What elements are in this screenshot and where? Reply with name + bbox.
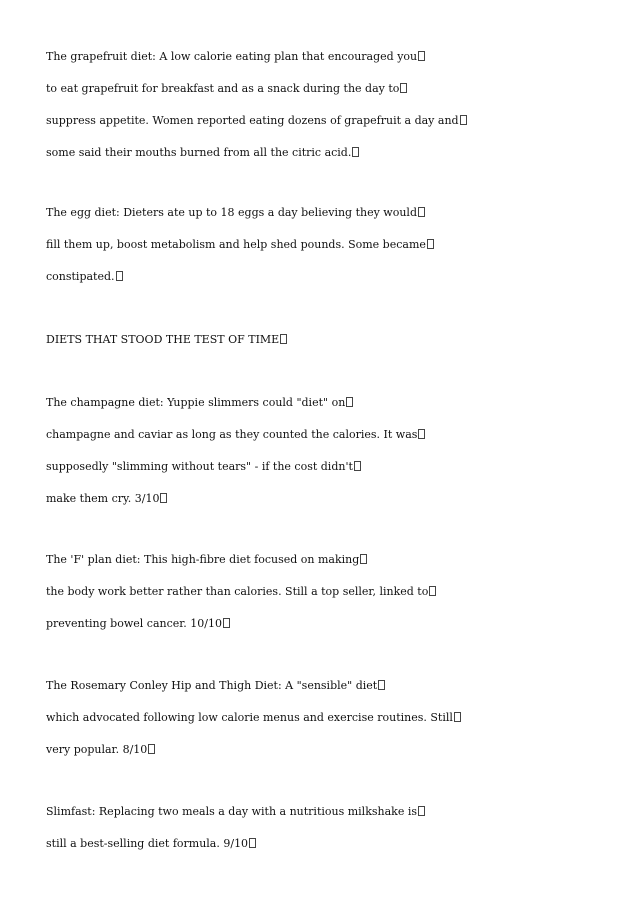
text-line: The grapefruit diet: A low calorie eating plan that encouraged you <box>46 50 425 64</box>
text-line: make them cry. 3/10 <box>46 492 167 506</box>
text-line: The egg diet: Dieters ate up to 18 eggs a day believing they would <box>46 206 425 220</box>
line-end-glyph <box>249 838 256 848</box>
line-end-glyph <box>454 712 461 722</box>
line-end-glyph <box>280 334 287 344</box>
text-line: The champagne diet: Yuppie slimmers could "diet" on <box>46 396 353 410</box>
line-end-glyph <box>360 554 367 564</box>
line-end-glyph <box>116 271 123 281</box>
line-end-glyph <box>160 493 167 503</box>
text-line: constipated. <box>46 270 123 284</box>
line-end-glyph <box>418 429 425 439</box>
line-end-glyph <box>429 586 436 596</box>
text-line: Slimfast: Replacing two meals a day with a nutritious milkshake is <box>46 805 425 819</box>
section-heading: DIETS THAT STOOD THE TEST OF TIME <box>46 333 287 347</box>
text-line: very popular. 8/10 <box>46 743 155 757</box>
text-line: to eat grapefruit for breakfast and as a snack during the day to <box>46 82 407 96</box>
line-end-glyph <box>223 618 230 628</box>
text-line: suppress appetite. Women reported eating dozens of grapefruit a day and <box>46 114 467 128</box>
line-end-glyph <box>354 461 361 471</box>
text-line: supposedly "slimming without tears" - if the cost didn't <box>46 460 361 474</box>
text-line: fill them up, boost metabolism and help shed pounds. Some became <box>46 238 434 252</box>
text-line: champagne and caviar as long as they counted the calories. It was <box>46 428 425 442</box>
text-line: The Rosemary Conley Hip and Thigh Diet: A "sensible" diet <box>46 679 385 693</box>
line-end-glyph <box>400 83 407 93</box>
line-end-glyph <box>378 680 385 690</box>
line-end-glyph <box>418 806 425 816</box>
text-line: the body work better rather than calories. Still a top seller, linked to <box>46 585 436 599</box>
text-line: preventing bowel cancer. 10/10 <box>46 617 230 631</box>
line-end-glyph <box>352 147 359 157</box>
line-end-glyph <box>418 51 425 61</box>
line-end-glyph <box>427 239 434 249</box>
text-line: The 'F' plan diet: This high-fibre diet focused on making <box>46 553 367 567</box>
line-end-glyph <box>148 744 155 754</box>
line-end-glyph <box>418 207 425 217</box>
text-line: some said their mouths burned from all the citric acid. <box>46 146 359 160</box>
text-line: still a best-selling diet formula. 9/10 <box>46 837 256 851</box>
line-end-glyph <box>346 397 353 407</box>
line-end-glyph <box>460 115 467 125</box>
text-line: which advocated following low calorie menus and exercise routines. Still <box>46 711 461 725</box>
